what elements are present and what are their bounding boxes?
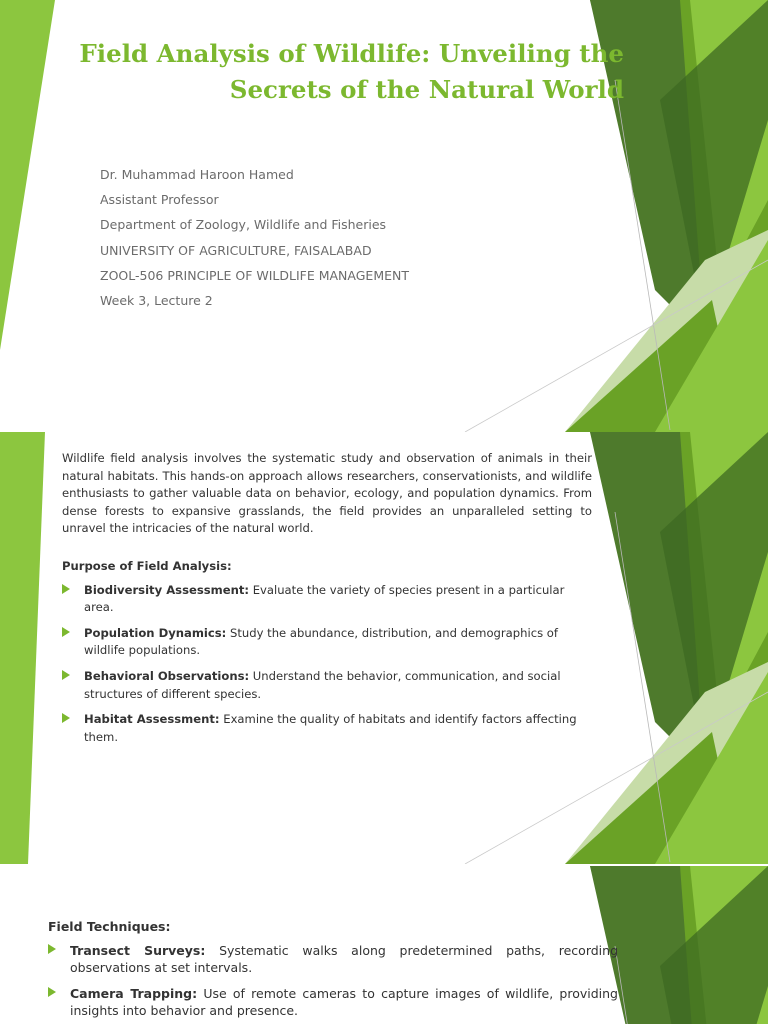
bullet-text: Evaluate the variety of species present in a particular area. bbox=[84, 582, 565, 615]
techniques-content bbox=[48, 918, 618, 1024]
list-item bbox=[48, 985, 618, 1020]
slide-purpose bbox=[0, 432, 768, 866]
slide-title bbox=[0, 0, 768, 432]
list-item bbox=[62, 668, 592, 703]
slide-techniques bbox=[0, 866, 768, 1024]
bullet-term: Behavioral Observations: bbox=[84, 668, 250, 683]
purpose-content bbox=[62, 450, 592, 754]
techniques-list bbox=[48, 942, 618, 1020]
department: Department of Zoology, Wildlife and Fisheries bbox=[100, 217, 387, 233]
bullet-term: Population Dynamics: bbox=[84, 625, 227, 640]
techniques-heading: Field Techniques: bbox=[48, 919, 171, 934]
bullet-term: Camera Trapping: bbox=[70, 985, 198, 1001]
bullet-text: Understand the behavior, communication, and social structures of different species. bbox=[84, 668, 561, 701]
purpose-list bbox=[62, 582, 592, 747]
bullet-text: Systematic walks along predetermined paths, recording observations at set intervals. bbox=[70, 942, 619, 975]
bullet-arrow-icon bbox=[48, 987, 56, 997]
list-item bbox=[62, 711, 592, 746]
author-position: Assistant Professor bbox=[100, 192, 219, 208]
bullet-arrow-icon bbox=[62, 670, 70, 680]
list-item bbox=[62, 582, 592, 617]
bullet-text: Study the abundance, distribution, and demographics of wildlife populations. bbox=[84, 625, 558, 658]
bullet-arrow-icon bbox=[62, 627, 70, 637]
bullet-text: Use of remote cameras to capture images of wildlife, providing insights into behavior and presence. bbox=[70, 985, 618, 1018]
bullet-text: Examine the quality of habitats and identify factors affecting them. bbox=[84, 712, 577, 744]
lecture-number: Week 3, Lecture 2 bbox=[100, 293, 213, 309]
bullet-arrow-icon bbox=[62, 584, 70, 594]
list-item bbox=[62, 625, 592, 660]
bullet-term: Transect Surveys: bbox=[70, 942, 206, 958]
list-item bbox=[48, 942, 618, 977]
author-info bbox=[100, 162, 409, 313]
bullet-term: Biodiversity Assessment: bbox=[84, 582, 250, 597]
purpose-heading: Purpose of Field Analysis: bbox=[62, 558, 232, 573]
bullet-arrow-icon bbox=[48, 944, 56, 954]
bullet-term: Habitat Assessment: bbox=[84, 712, 220, 727]
presentation-title: Field Analysis of Wildlife: Unveiling the Secrets of the Natural World bbox=[79, 39, 624, 104]
intro-paragraph: Wildlife field analysis involves the systematic study and observation of animals in their natural habitats. This hands-on approach allows researchers, conservationists, and wildlife enthusiasts to gather valuable data on behavior, ecology, and population dynamics. From dense forests to expansive grasslands, the field provides an unparalleled setting to unravel the intricacies of the natural world. bbox=[62, 451, 592, 536]
bullet-arrow-icon bbox=[62, 713, 70, 723]
university: UNIVERSITY OF AGRICULTURE, FAISALABAD bbox=[100, 242, 372, 258]
course-code: ZOOL-506 PRINCIPLE OF WILDLIFE MANAGEMENT bbox=[100, 267, 409, 283]
author-name: Dr. Muhammad Haroon Hamed bbox=[100, 167, 294, 182]
